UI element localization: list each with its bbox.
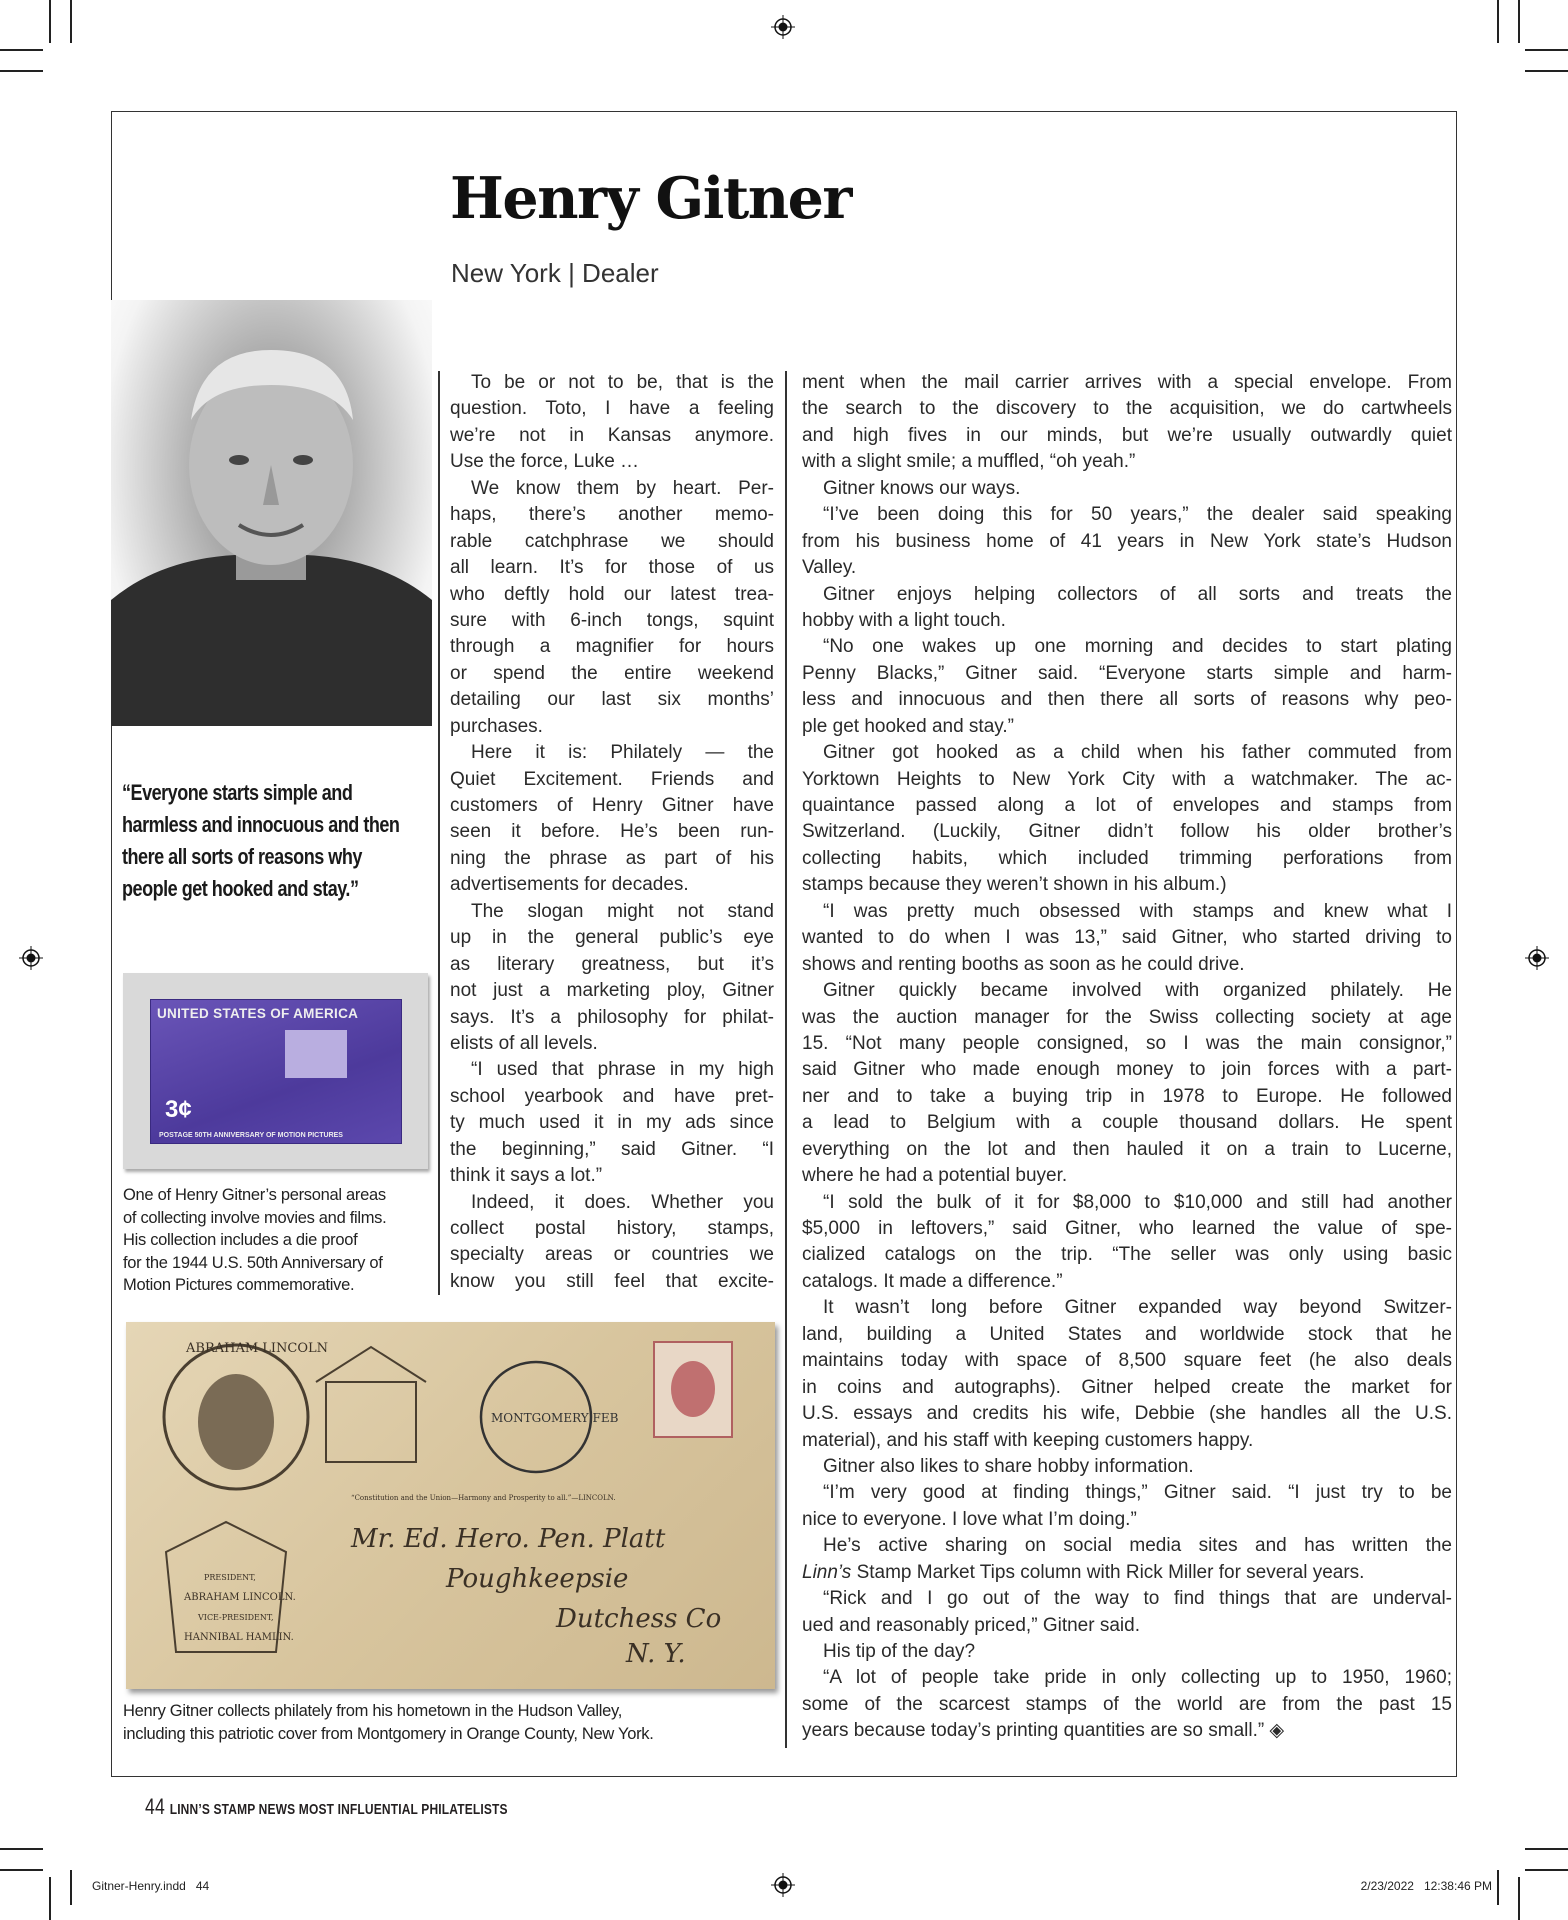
crop-mark bbox=[70, 1870, 72, 1905]
crop-mark bbox=[1525, 49, 1568, 51]
crop-mark bbox=[0, 1869, 43, 1871]
text-line: Gitner knows our ways. bbox=[823, 477, 1021, 499]
article-paragraph bbox=[802, 502, 1452, 581]
caption-line: His collection includes a die proof bbox=[123, 1231, 358, 1249]
text-line: Gitner quickly became involved with organized philately. He bbox=[823, 980, 1452, 1002]
portrait-illustration bbox=[111, 300, 432, 726]
text-line: purchases. bbox=[450, 715, 543, 737]
text-line: specialty areas or countries we bbox=[450, 1244, 774, 1266]
text-line: detailing our last six months’ bbox=[450, 689, 774, 711]
crop-mark bbox=[1518, 0, 1520, 43]
cover-address-line: Poughkeepsie bbox=[446, 1564, 629, 1594]
stamp-movie-screen bbox=[285, 1030, 347, 1078]
article-paragraph bbox=[802, 899, 1452, 978]
text-line: “I used that phrase in my high bbox=[471, 1059, 774, 1081]
text-line: His tip of the day? bbox=[823, 1641, 976, 1662]
text-line: collecting habits, which included trimming perforations from bbox=[802, 847, 1452, 869]
pull-quote bbox=[122, 777, 425, 905]
text-line: elists of all levels. bbox=[450, 1032, 598, 1054]
crop-mark bbox=[0, 70, 43, 72]
text-line: advertisements for decades. bbox=[450, 874, 689, 896]
article-paragraph bbox=[802, 978, 1452, 1190]
registration-mark-icon bbox=[19, 946, 43, 970]
text-line: ment when the mail carrier arrives with a special envelope. From bbox=[802, 372, 1452, 393]
text-line: Linn’s Stamp Market Tips column with Rick Miller for several years. bbox=[802, 1561, 1365, 1583]
stamp-value: 3¢ bbox=[165, 1096, 192, 1123]
article-paragraph bbox=[450, 740, 774, 899]
text-line: maintains today with space of 8,500 square feet (he also deals bbox=[802, 1350, 1452, 1372]
text-line: nice to everyone. I love what I’m doing.” bbox=[802, 1508, 1137, 1530]
text-line: all learn. It’s for those of us bbox=[450, 557, 774, 579]
crop-mark bbox=[1497, 0, 1499, 43]
article-column-1 bbox=[450, 370, 774, 1295]
text-line: ued and reasonably priced,” Gitner said. bbox=[802, 1614, 1140, 1636]
text-line: Use the force, Luke … bbox=[450, 451, 640, 473]
text-line: Gitner got hooked as a child when his father commuted from bbox=[823, 742, 1452, 764]
crop-mark bbox=[1525, 70, 1568, 72]
crop-mark bbox=[1497, 1870, 1499, 1905]
caption-line: including this patriotic cover from Montgomery in Orange County, New York. bbox=[123, 1724, 654, 1743]
text-line: question. Toto, I have a feeling bbox=[450, 398, 774, 420]
text-line: haps, there’s another memo- bbox=[450, 504, 774, 526]
caption-line: of collecting involve movies and films. bbox=[123, 1208, 387, 1227]
column-rule bbox=[438, 371, 440, 1295]
caption-line: One of Henry Gitner’s personal areas bbox=[123, 1186, 386, 1204]
text-line: the beginning,” said Gitner. “I bbox=[450, 1138, 774, 1160]
text-line: know you still feel that excite- bbox=[450, 1270, 774, 1292]
cover-shield-line: HANNIBAL HAMLIN. bbox=[184, 1632, 294, 1643]
text-line: Valley. bbox=[802, 557, 857, 579]
patriotic-cover-image bbox=[126, 1322, 775, 1689]
text-line: Indeed, it does. Whether you bbox=[471, 1191, 774, 1213]
text-line: through a magnifier for hours bbox=[450, 636, 774, 658]
cover-caption bbox=[123, 1700, 803, 1745]
portrait-photo bbox=[111, 300, 432, 726]
text-line: think it says a lot.” bbox=[450, 1165, 603, 1187]
cover-address-line: Mr. Ed. Hero. Pen. Platt bbox=[351, 1524, 666, 1554]
text-line: catalogs. It made a difference.” bbox=[802, 1270, 1063, 1292]
article-paragraph bbox=[450, 899, 774, 1058]
cover-address-line: Dutchess Co bbox=[556, 1604, 722, 1634]
article-subtitle: New York | Dealer bbox=[451, 258, 659, 288]
publication-name: LINN’S STAMP NEWS MOST INFLUENTIAL PHILATELISTS bbox=[169, 1801, 508, 1818]
article-paragraph bbox=[802, 634, 1452, 740]
cover-shield-line: PRESIDENT, bbox=[204, 1573, 256, 1582]
text-line: $5,000 in leftovers,” said Gitner, who learned the value of spe- bbox=[802, 1218, 1452, 1239]
text-line: “No one wakes up one morning and decides to start plating bbox=[823, 636, 1452, 658]
text-line: not just a marketing ploy, Gitner bbox=[450, 980, 774, 1002]
pull-quote-line: people get hooked and stay.” bbox=[122, 876, 359, 901]
text-line: stamps because they weren’t shown in his album.) bbox=[802, 874, 1227, 896]
text-line: ning the phrase as part of his bbox=[450, 847, 774, 869]
text-line: school yearbook and have pret- bbox=[450, 1085, 774, 1107]
article-paragraph bbox=[802, 1586, 1452, 1639]
text-line: “A lot of people take pride in only collecting up to 1950, 1960; bbox=[823, 1667, 1452, 1689]
crop-mark bbox=[0, 49, 43, 51]
article-paragraph bbox=[802, 370, 1452, 476]
cover-motto: “Constitution and the Union—Harmony and Prosperity to all.”—LINCOLN. bbox=[351, 1494, 616, 1502]
article-paragraph bbox=[802, 1295, 1452, 1454]
text-line: customers of Henry Gitner have bbox=[450, 795, 774, 816]
article-paragraph bbox=[802, 1454, 1452, 1480]
pull-quote-line: there all sorts of reasons why bbox=[122, 844, 362, 869]
text-line: To be or not to be, that is the bbox=[471, 372, 774, 393]
text-line: “I sold the bulk of it for $8,000 to $10,000 and still had another bbox=[823, 1191, 1452, 1213]
text-line: U.S. essays and credits his wife, Debbie (she handles all the U.S. bbox=[802, 1403, 1452, 1425]
cover-illustration bbox=[126, 1322, 775, 1689]
text-line: Gitner also likes to share hobby information. bbox=[823, 1455, 1194, 1477]
pull-quote-line: “Everyone starts simple and bbox=[122, 780, 353, 805]
text-line: as literary greatness, but it’s bbox=[450, 953, 774, 975]
crop-mark bbox=[49, 1877, 51, 1920]
text-line: collect postal history, stamps, bbox=[450, 1218, 774, 1239]
text-line: Switzerland. (Luckily, Gitner didn’t follow his older brother’s bbox=[802, 821, 1452, 843]
pull-quote-line: harmless and innocuous and then bbox=[122, 812, 400, 837]
text-line: or spend the entire weekend bbox=[450, 662, 774, 684]
text-line: was the auction manager for the Swiss collecting society at age bbox=[802, 1006, 1452, 1028]
slug-timestamp: 2/23/2022 12:38:46 PM bbox=[1360, 1879, 1492, 1893]
publication-name-italic: Linn’s bbox=[802, 1561, 852, 1583]
text-line: ner and to take a buying trip in 1978 to Europe. He followed bbox=[802, 1085, 1452, 1107]
text-line: up in the general public’s eye bbox=[450, 927, 774, 949]
cover-shield-line: VICE-PRESIDENT, bbox=[198, 1613, 274, 1622]
text-line: We know them by heart. Per- bbox=[471, 477, 774, 499]
text-line: Gitner enjoys helping collectors of all sorts and treats the bbox=[823, 583, 1452, 605]
stamp bbox=[150, 999, 402, 1144]
text-line: “I’ve been doing this for 50 years,” the dealer said speaking bbox=[823, 504, 1452, 526]
text-line: everything on the lot and then hauled it on a train to Lucerne, bbox=[802, 1138, 1452, 1160]
stamp-caption bbox=[123, 1184, 443, 1297]
text-line: land, building a United States and worldwide stock that he bbox=[802, 1323, 1452, 1345]
registration-mark-icon bbox=[771, 15, 795, 39]
crop-mark bbox=[0, 1848, 43, 1850]
text-line: ty much used it in my ads since bbox=[450, 1112, 774, 1134]
text-line: some of the scarcest stamps of the world are from the past 15 bbox=[802, 1693, 1452, 1715]
text-line: He’s active sharing on social media sites and has written the bbox=[823, 1535, 1452, 1557]
stamp-footer: POSTAGE 50TH ANNIVERSARY OF MOTION PICTURES bbox=[159, 1132, 343, 1139]
page-number: 44 bbox=[145, 1794, 165, 1819]
article-paragraph bbox=[802, 1665, 1452, 1744]
registration-mark-icon bbox=[1525, 946, 1549, 970]
article-column-2 bbox=[802, 370, 1452, 1745]
text-line: shows and renting booths as soon as he could drive. bbox=[802, 953, 1245, 975]
text-line: hobby with a light touch. bbox=[802, 609, 1006, 631]
text-line: It wasn’t long before Gitner expanded way beyond Switzer- bbox=[823, 1297, 1452, 1319]
text-line: a lead to Belgium with a couple thousand dollars. He spent bbox=[802, 1112, 1452, 1134]
registration-mark-icon bbox=[771, 1873, 795, 1897]
text-line: seen it before. He’s been run- bbox=[450, 821, 774, 843]
page-footer bbox=[145, 1794, 508, 1820]
article-paragraph bbox=[450, 476, 774, 740]
text-line: from his business home of 41 years in New York state’s Hudson bbox=[802, 530, 1452, 552]
text-line: ple get hooked and stay.” bbox=[802, 715, 1014, 737]
text-line: The slogan might not stand bbox=[471, 900, 774, 922]
text-line: we’re not in Kansas anymore. bbox=[450, 424, 774, 446]
text-line: says. It’s a philosophy for philat- bbox=[450, 1006, 774, 1028]
text-line: “Rick and I go out of the way to find things that are underval- bbox=[823, 1588, 1452, 1610]
article-paragraph bbox=[802, 476, 1452, 502]
article-paragraph bbox=[802, 1480, 1452, 1533]
article-paragraph bbox=[802, 1639, 1452, 1665]
cover-banner: ABRAHAM LINCOLN bbox=[186, 1341, 329, 1356]
text-line: and high fives in our minds, but we’re usually outwardly quiet bbox=[802, 424, 1452, 446]
article-paragraph bbox=[802, 1533, 1452, 1586]
text-line: who deftly hold our latest trea- bbox=[450, 583, 774, 605]
text-line: Penny Blacks,” Gitner said. “Everyone starts simple and harm- bbox=[802, 662, 1452, 684]
text-line: where he had a potential buyer. bbox=[802, 1165, 1068, 1187]
article-paragraph bbox=[450, 1190, 774, 1296]
text-line: the search to the discovery to the acquisition, we do cartwheels bbox=[802, 398, 1452, 420]
text-line: with a slight smile; a muffled, “oh yeah.” bbox=[802, 451, 1136, 473]
article-paragraph bbox=[450, 1057, 774, 1189]
crop-mark bbox=[49, 0, 51, 43]
article-paragraph bbox=[802, 740, 1452, 899]
stamp-header: UNITED STATES OF AMERICA bbox=[157, 1006, 359, 1021]
caption-line: for the 1944 U.S. 50th Anniversary of bbox=[123, 1253, 383, 1272]
column-rule bbox=[785, 371, 787, 1748]
crop-mark bbox=[1525, 1848, 1568, 1850]
article-paragraph bbox=[802, 582, 1452, 635]
article-paragraph bbox=[802, 1190, 1452, 1296]
text-line: “I’m very good at finding things,” Gitner said. “I just try to be bbox=[823, 1482, 1452, 1504]
caption-line: Motion Pictures commemorative. bbox=[123, 1276, 355, 1294]
cover-shield-line: ABRAHAM LINCOLN. bbox=[184, 1592, 296, 1603]
crop-mark bbox=[1518, 1877, 1520, 1920]
text-line: material), and his staff with keeping customers happy. bbox=[802, 1429, 1254, 1451]
stamp-die-proof-image bbox=[123, 973, 428, 1169]
text-line: in coins and autographs). Gitner helped create the market for bbox=[802, 1376, 1452, 1398]
cover-postmark: MONTGOMERY FEB bbox=[491, 1411, 619, 1425]
text-line: said Gitner who made enough money to join forces with a part- bbox=[802, 1059, 1452, 1081]
crop-mark bbox=[70, 0, 72, 43]
text-line: wanted to do when I was 13,” said Gitner, who started driving to bbox=[802, 927, 1452, 949]
caption-line: Henry Gitner collects philately from his hometown in the Hudson Valley, bbox=[123, 1702, 622, 1720]
article-paragraph bbox=[450, 370, 774, 476]
text-line: quaintance passed along a lot of envelopes and stamps from bbox=[802, 795, 1452, 816]
text-line: rable catchphrase we should bbox=[450, 530, 774, 552]
slug-filename: Gitner-Henry.indd 44 bbox=[92, 1879, 210, 1893]
text-line: sure with 6-inch tongs, squint bbox=[450, 609, 774, 631]
text-line: less and innocuous and then there all sorts of reasons why peo- bbox=[802, 689, 1452, 711]
text-line: Quiet Excitement. Friends and bbox=[450, 768, 774, 790]
text-line: years because today’s printing quantities are so small.” ◈ bbox=[802, 1720, 1285, 1742]
text-line: Here it is: Philately — the bbox=[471, 742, 774, 764]
text-line: “I was pretty much obsessed with stamps and knew what I bbox=[823, 900, 1452, 922]
cover-address-line: N. Y. bbox=[626, 1639, 686, 1669]
text-line: Yorktown Heights to New York City with a watchmaker. The ac- bbox=[802, 768, 1452, 790]
text-line: 15. “Not many people consigned, so I was the main consignor,” bbox=[802, 1032, 1452, 1054]
text-line: cialized catalogs on the trip. “The seller was only using basic bbox=[802, 1244, 1452, 1266]
article-title: Henry Gitner bbox=[450, 165, 851, 232]
crop-mark bbox=[1525, 1869, 1568, 1871]
